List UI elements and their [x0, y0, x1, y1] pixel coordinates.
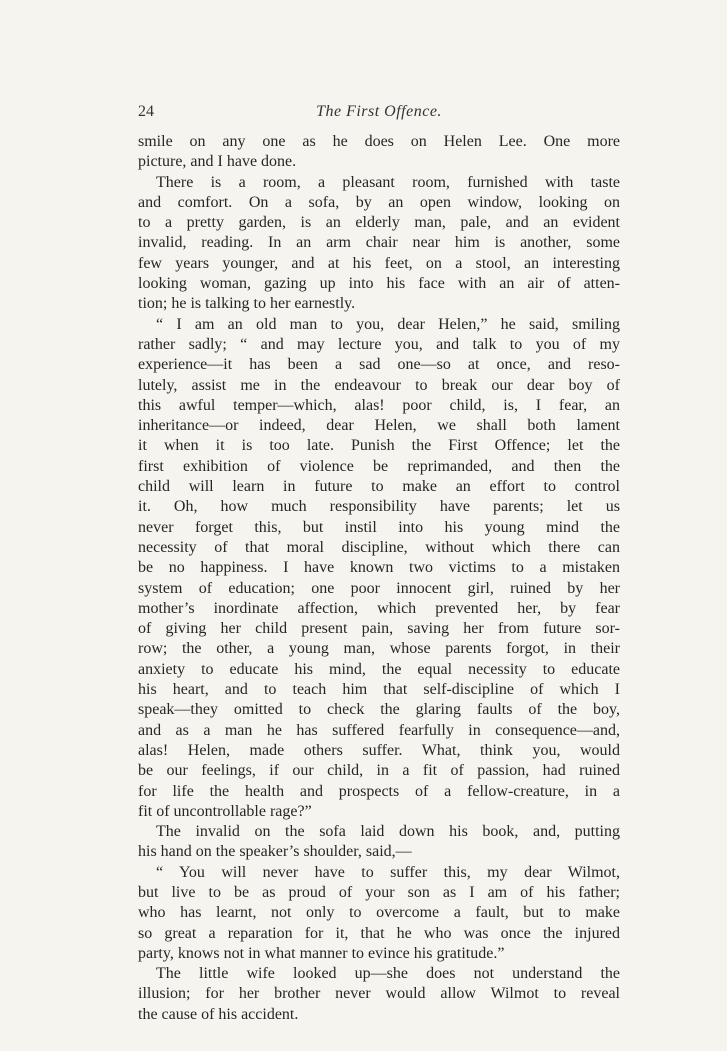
text-line: system of education; one poor innocent girl, ruined by her — [138, 579, 620, 597]
text-line: be our feelings, if our child, in a fit of passion, had ruined — [138, 762, 620, 780]
text-line: alas! Helen, made others suffer. What, think you, would — [138, 741, 620, 759]
text-line: picture, and I have done. — [138, 153, 297, 171]
text-line: necessity of that moral discipline, without which there can — [138, 538, 620, 556]
text-line: and as a man he has suffered fearfully in consequence—and, — [138, 721, 620, 739]
text-line: invalid, reading. In an arm chair near him is another, some — [138, 234, 620, 252]
text-line: this awful temper—which, alas! poor child, is, I fear, an — [138, 396, 620, 414]
text-line: smile on any one as he does on Helen Lee. One more — [138, 133, 620, 150]
text-line: first exhibition of violence be reprimanded, and then the — [138, 457, 620, 475]
text-line: mother’s inordinate affection, which prevented her, by fear — [138, 599, 620, 617]
text-line: lutely, assist me in the endeavour to break our dear boy of — [138, 376, 620, 394]
paragraph — [138, 822, 620, 863]
running-title: The First Offence. — [316, 103, 442, 120]
text-line: of giving her child present pain, saving her from future sor- — [138, 620, 620, 638]
text-line: “ You will never have to suffer this, my dear Wilmot, — [156, 863, 620, 881]
text-line: and comfort. On a sofa, by an open window, looking on — [138, 193, 620, 211]
text-line: his heart, and to teach him that self-discipline of which I — [138, 681, 620, 699]
page-number: 24 — [138, 103, 154, 120]
text-line: who has learnt, not only to overcome a fault, but to make — [138, 904, 620, 922]
text-line: so great a reparation for it, that he who was once the injured — [138, 924, 620, 942]
text-line: illusion; for her brother never would allow Wilmot to reveal — [138, 985, 620, 1003]
text-line: the cause of his accident. — [138, 1005, 299, 1023]
text-line: “ I am an old man to you, dear Helen,” he said, smiling — [156, 315, 620, 333]
text-line: fit of uncontrollable rage?” — [138, 802, 312, 820]
page-header — [138, 103, 620, 125]
text-line: The invalid on the sofa laid down his book, and, putting — [156, 823, 620, 841]
paragraph — [138, 173, 620, 315]
paragraph — [138, 132, 620, 173]
text-line: never forget this, but instil into his young mind the — [138, 518, 620, 536]
text-line: to a pretty garden, is an elderly man, pale, and an evident — [138, 214, 620, 232]
text-line: rather sadly; “ and may lecture you, and talk to you of my — [138, 335, 620, 353]
text-line: tion; he is talking to her earnestly. — [138, 295, 356, 313]
text-line: but live to be as proud of your son as I am of his father; — [138, 883, 620, 901]
text-line: looking woman, gazing up into his face with an air of atten- — [138, 275, 620, 293]
text-line: it. Oh, how much responsibility have parents; let us — [138, 498, 620, 516]
text-line: inheritance—or indeed, dear Helen, we shall both lament — [138, 417, 620, 435]
text-line: speak—they omitted to check the glaring faults of the boy, — [138, 701, 620, 719]
text-line: be no happiness. I have known two victims to a mistaken — [138, 559, 620, 577]
text-line: for life the health and prospects of a fellow-creature, in a — [138, 782, 620, 800]
text-line: There is a room, a pleasant room, furnished with taste — [156, 173, 620, 191]
text-line: The little wife looked up—she does not understand the — [156, 965, 620, 983]
text-line: few years younger, and at his feet, on a stool, an interesting — [138, 254, 620, 272]
body-text — [138, 132, 620, 1025]
text-line: his hand on the speaker’s shoulder, said,— — [138, 843, 412, 861]
text-line: party, knows not in what manner to evince his gratitude.” — [138, 944, 505, 962]
paragraph — [138, 863, 620, 964]
paragraph — [138, 315, 620, 822]
text-line: row; the other, a young man, whose parents forgot, in their — [138, 640, 620, 658]
text-line: anxiety to educate his mind, the equal necessity to educate — [138, 660, 620, 678]
text-line: it when it is too late. Punish the First Offence; let the — [138, 437, 620, 455]
text-line: child will learn in future to make an effort to control — [138, 478, 620, 496]
text-line: experience—it has been a sad one—so at once, and reso- — [138, 356, 620, 374]
paragraph — [138, 964, 620, 1025]
